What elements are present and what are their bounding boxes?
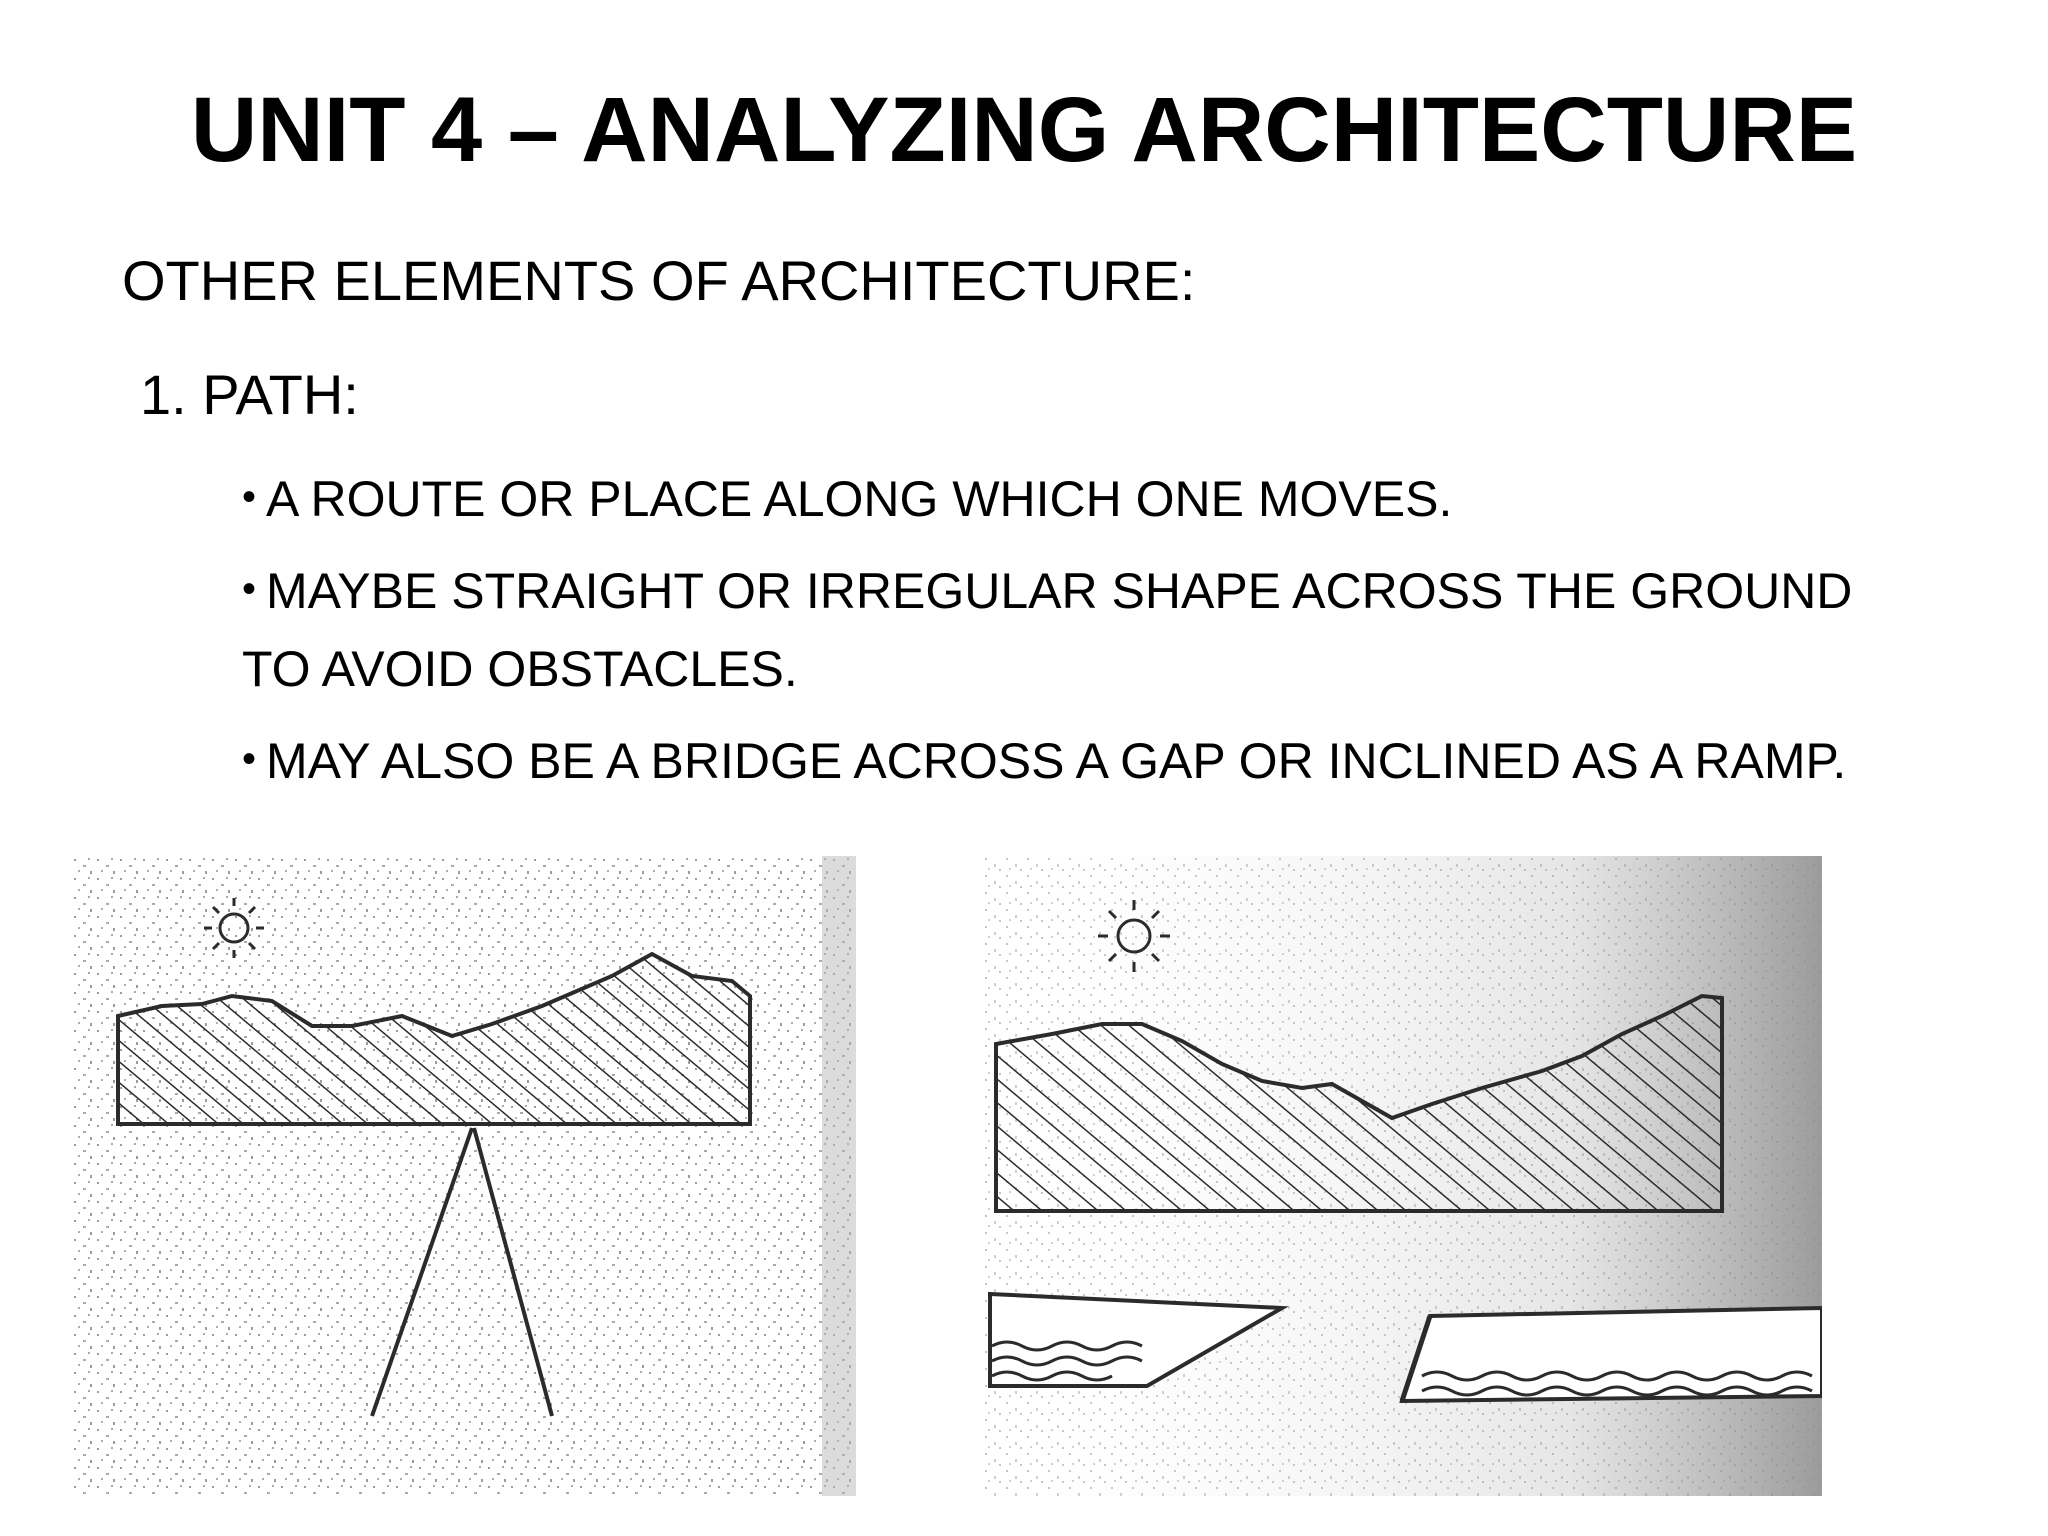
bullet-item <box>242 550 1932 708</box>
path-sketch-svg <box>72 856 856 1496</box>
bullet-icon: • <box>242 737 257 781</box>
bullet-text: A ROUTE OR PLACE ALONG WHICH ONE MOVES. <box>266 471 1453 527</box>
speckle-texture <box>72 856 856 1496</box>
bullet-text: MAY ALSO BE A BRIDGE ACROSS A GAP OR INCLINED AS A RAMP. <box>266 733 1847 789</box>
path-illustration-right <box>982 856 1822 1496</box>
path-heading: 1. PATH: <box>140 363 359 426</box>
bullet-icon: • <box>242 475 257 519</box>
slide-title: UNIT 4 – ANALYZING ARCHITECTURE <box>190 79 1858 181</box>
bullet-text: MAYBE STRAIGHT OR IRREGULAR SHAPE ACROSS THE GROUND TO AVOID OBSTACLES. <box>242 563 1853 697</box>
bullet-icon: • <box>242 567 257 611</box>
bullet-list <box>242 458 1932 812</box>
path-illustration-left <box>72 856 856 1496</box>
bridge-sketch-svg <box>982 856 1822 1496</box>
bridge-ramp <box>1402 1308 1822 1401</box>
bullet-item <box>242 720 1932 800</box>
section-subtitle: OTHER ELEMENTS OF ARCHITECTURE: <box>122 249 1196 312</box>
bullet-item <box>242 458 1932 538</box>
